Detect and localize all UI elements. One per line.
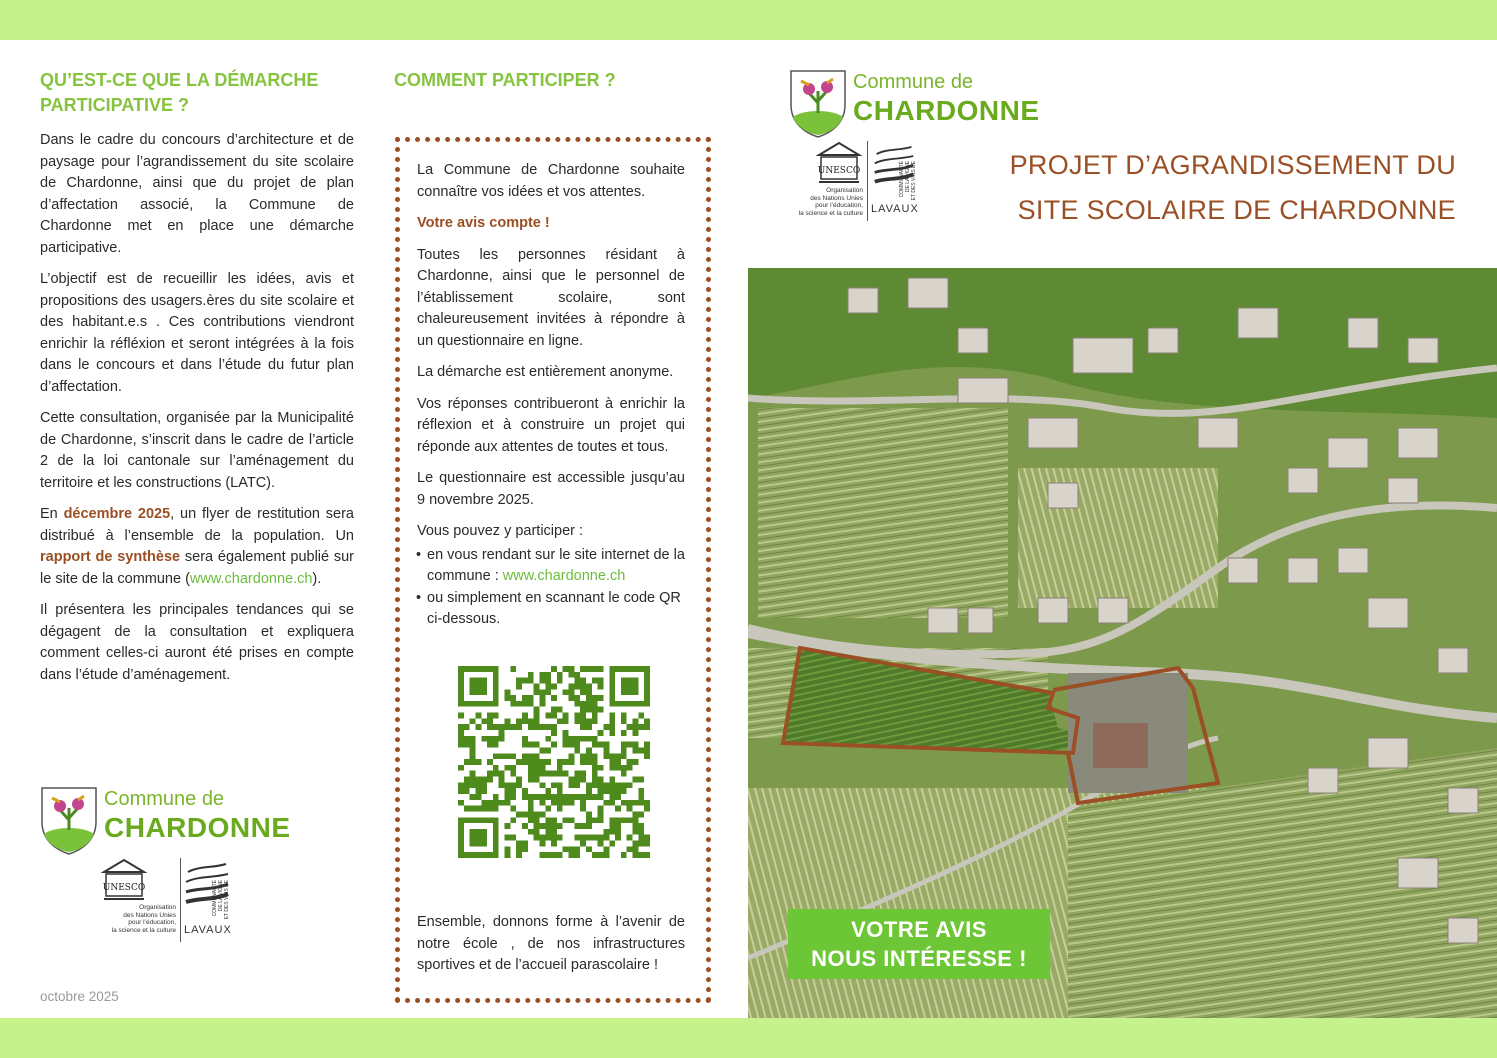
top-band [0, 0, 1497, 40]
commune-de-text: Commune de [104, 788, 225, 810]
unesco-line: Organisation [139, 904, 176, 911]
unesco-lavaux-block [785, 141, 975, 229]
lavaux-line: COMMUNAUTÉ [212, 880, 218, 917]
heading-what-is-participation: QU’EST-CE QUE LA DÉMARCHE PARTICIPATIVE ? [40, 70, 319, 115]
column-what-is-it [40, 68, 354, 696]
lavaux-vertical-caption-3 [911, 161, 917, 200]
logo-divider [180, 858, 181, 942]
lavaux-wordmark: LAVAUX [184, 924, 232, 936]
participation-methods-list [417, 545, 685, 631]
lavaux-line: DE LA VIGNE [905, 161, 911, 193]
vineyard [758, 408, 1008, 618]
paragraph-audience: Toutes les personnes résidant à Chardonne, ainsi que le personnel de l’établissement scolaire, sont chaleureusement invitées à répondre à un questionnaire en ligne. [417, 246, 685, 349]
unesco-line: Organisation [826, 187, 863, 194]
unesco-line: la science et la culture [111, 926, 176, 934]
lavaux-line: DE LA VIGNE [218, 880, 224, 912]
lavaux-wordmark: LAVAUX [871, 203, 919, 215]
your-opinion-counts: Votre avis compte ! [417, 215, 550, 231]
text: , un flyer de restitution sera distribué à l’ensemble de la population. Un [40, 506, 354, 544]
unesco-line: des Nations Unies [810, 194, 863, 202]
project-title [970, 143, 1456, 233]
aerial-photo [748, 268, 1497, 1018]
paragraph-contribution: Vos réponses contribueront à enrichir la réflexion et à construire un projet qui réponde aux attentes de toutes et tous. [417, 395, 685, 455]
unesco-line: pour l’éducation, [815, 202, 863, 209]
unesco-line: pour l’éducation, [128, 919, 176, 926]
qr-code-icon[interactable] [458, 666, 650, 858]
unesco-caption [799, 187, 863, 217]
text: en vous rendant sur le site internet de la commune : [427, 546, 685, 584]
project-title-line-2: SITE SCOLAIRE DE CHARDONNE [1017, 195, 1456, 225]
paragraph-intro: La Commune de Chardonne souhaite connaître vos idées et vos attentes. [417, 162, 685, 200]
paragraph-tendencies: Il présentera les principales tendances qui se dégagent de la consultation et expliquera comment celles-ci auront été prises en compte dans l’étude d’aménagement. [40, 602, 354, 683]
paragraph-restitution [40, 504, 354, 590]
lavaux-line: ET DES VINS DE [224, 880, 230, 920]
chardonne-wordmark: CHARDONNE [853, 95, 1040, 126]
paragraph-context: Dans le cadre du concours d’architecture et de paysage pour l’agrandissement du site scolaire de Chardonne, ainsi que du projet de plan d’affectation associé, la Commune de Chardonne met en place une démarche participative. [40, 132, 354, 256]
paragraph-how: Vous pouvez y participer : [417, 523, 584, 539]
list-item: • ou simplement en scannant le code QR ci-dessous. [417, 588, 685, 631]
unesco-word: UNESCO [102, 883, 146, 893]
unesco-temple-icon [815, 141, 863, 185]
chardonne-coat-of-arms-icon [40, 786, 98, 856]
paragraph-outro: Ensemble, donnons forme à l’avenir de notre école , de nos infrastructures sportives et de l’accueil parascolaire ! [417, 914, 685, 973]
lavaux-vertical-caption-3 [224, 880, 230, 919]
highlight-date: décembre 2025 [63, 506, 171, 522]
paragraph-anonymous: La démarche est entièrement anonyme. [417, 364, 674, 380]
column-how-to-participate [417, 160, 685, 641]
highlight-report: rapport de synthèse [40, 549, 181, 565]
commune-logo-block-bottom [40, 786, 291, 946]
commune-website-link[interactable]: www.chardonne.ch [189, 570, 313, 587]
cta-line-2: NOUS INTÉRESSE ! [811, 946, 1027, 971]
cta-banner [788, 909, 1050, 979]
text: sera également publié sur le site de la commune ( [40, 549, 354, 587]
unesco-temple-icon [100, 858, 148, 902]
unesco-lavaux-block [98, 858, 288, 946]
unesco-caption [112, 904, 176, 934]
chardonne-wordmark: CHARDONNE [104, 812, 291, 843]
publication-date: octobre 2025 [40, 989, 119, 1004]
paragraph-legal: Cette consultation, organisée par la Municipalité de Chardonne, s’inscrit dans le cadre de l’article 2 de la loi cantonale sur l’aménagement du territoire et les constructions (LATC). [40, 410, 354, 491]
lavaux-line: COMMUNAUTÉ [899, 161, 905, 198]
heading-how-to-participate: COMMENT PARTICIPER ? [394, 70, 616, 90]
text: ). [312, 570, 322, 587]
unesco-line: la science et la culture [798, 209, 863, 217]
text: En [40, 506, 64, 522]
school-building [1093, 723, 1148, 768]
bottom-band [0, 1018, 1497, 1058]
commune-de-text: Commune de [853, 71, 974, 93]
chardonne-coat-of-arms-icon [789, 69, 847, 139]
commune-website-link-2[interactable]: www.chardonne.ch [502, 568, 626, 584]
lavaux-line: ET DES VINS DE [911, 161, 917, 201]
paragraph-deadline: Le questionnaire est accessible jusqu’au 9 novembre 2025. [417, 470, 685, 508]
project-title-line-1: PROJET D’AGRANDISSEMENT DU [1009, 150, 1456, 180]
unesco-word: UNESCO [817, 166, 861, 176]
list-item [417, 545, 685, 588]
unesco-line: des Nations Unies [123, 911, 176, 919]
logo-divider [867, 141, 868, 221]
paragraph-objective: L’objectif est de recueillir les idées, avis et propositions des usagers.ères du site scolaire et des habitant.e.s . Ces contributions viendront enrichir la réfléxion et seront intégrées à la fois dans le concours et dans l’étude du futur plan d’affectation. [40, 271, 354, 395]
cta-line-1: VOTRE AVIS [851, 917, 987, 942]
